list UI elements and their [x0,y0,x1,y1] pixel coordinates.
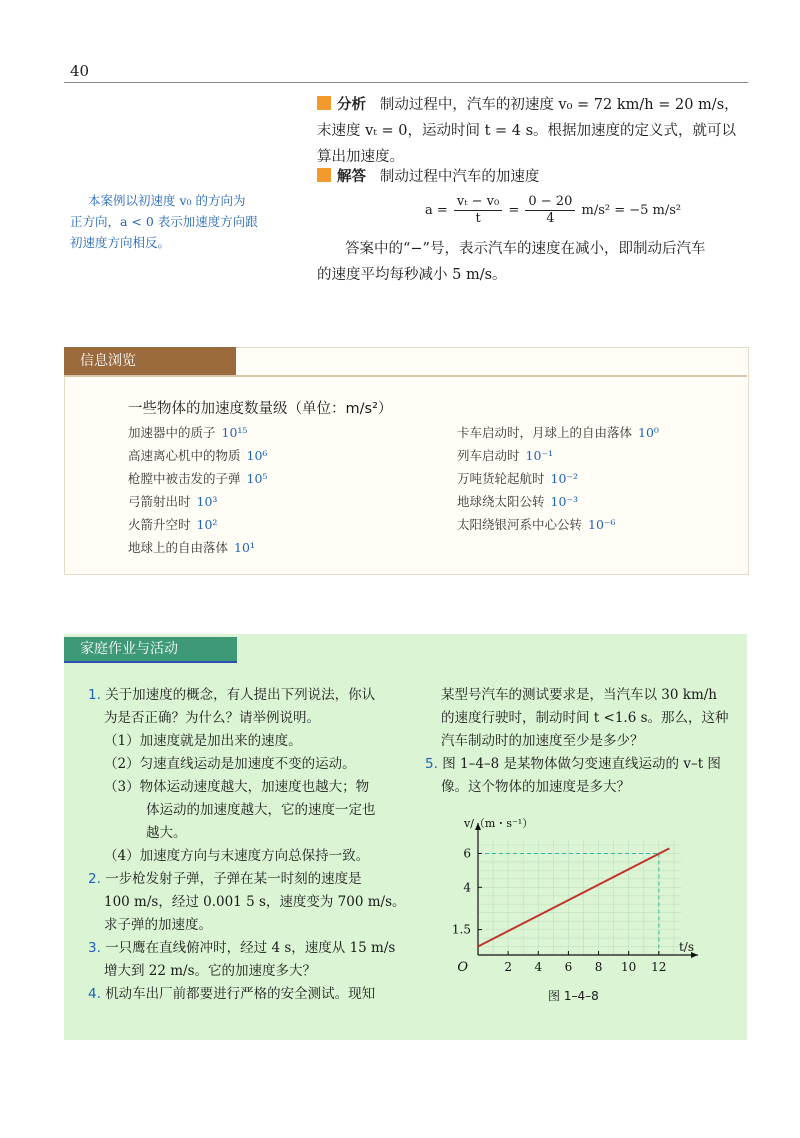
list-item: 枪膛中被击发的子弹 10⁵ [128,471,268,486]
orange-square-icon [317,168,331,182]
y-tick-label: 6 [463,846,471,861]
x-tick-label: 10 [621,960,637,974]
homework-header-rule [64,661,237,663]
analysis-line-1: 分析 制动过程中，汽车的初速度 v₀ = 72 km/h = 20 m/s， [317,92,757,118]
x-tick-label: 6 [564,960,573,974]
info-right-list [457,421,659,536]
answer-explanation: 答案中的“−”号，表示汽车的速度在减小，即制动后汽车 的速度平均每秒减小 5 m/s。 [317,241,706,283]
list-item: 地球绕太阳公转 10⁻³ [457,494,579,509]
list-item: 弓箭射出时 10³ [128,494,218,509]
question-4-continued: 某型号汽车的测试要求是，当汽车以 30 km/h 的速度行驶时，制动时间 t <1.6 s。那么，这种 汽车制动时的加速度至少是多少？ [441,687,729,749]
question-5: 5. 图 1–4–8 是某物体做匀变速直线运动的 v–t 图 像。这个物体的加速度是多大？ [425,756,721,795]
orange-square-icon [317,96,331,110]
question-2: 2. 一步枪发射子弹，子弹在某一时刻的速度是 100 m/s，经过 0.001 5 s，速度变为 700 m/s。 求子弹的加速度。 [88,871,406,933]
info-title: 一些物体的加速度数量级（单位：m/s²） [128,401,393,417]
analysis-block [317,92,757,170]
homework-header: 家庭作业与活动 [64,637,237,661]
list-item: 列车启动时 10⁻¹ [457,448,554,463]
y-tick-label: 1.5 [451,922,471,937]
list-item: 万吨货轮起航时 10⁻² [457,471,579,486]
homework-left-column [88,684,408,1006]
x-tick-label: 8 [594,960,603,974]
fraction-1: $\frac{\text{vₜ − v₀}}{t}$ [454,194,502,227]
list-item: 加速器中的质子 10¹⁵ [128,425,248,440]
x-tick-label: 4 [534,960,543,974]
page-number: 40 [70,62,90,80]
list-item: 太阳绕银河系中心公转 10⁻⁶ [457,517,616,532]
figure-caption: 图 1–4–8 [548,989,599,1003]
fraction-2: $\frac{0 - 20}{4}$ [525,194,575,227]
info-left-list [128,421,267,559]
answer-label: 解答 [337,169,366,185]
info-header-rule [64,375,747,377]
x-axis-label: t/s [678,940,694,954]
origin-label: O [457,960,468,975]
x-tick-label: 12 [651,960,667,974]
list-item: 卡车启动时，月球上的自由落体 10⁰ [457,425,659,440]
x-tick-label: 2 [504,960,512,974]
question-1: 1. 关于加速度的概念，有人提出下列说法，你认 为是否正确？为什么？请举例说明。 （1）加速度就是加出来的速度。 （2）匀速直线运动是加速度不变的运动。 （3）物体运动速度越大，加速度也越大；物 体运动的加速度越大，它的速度一定也 越大。 （4）加速度方向与末速度方向总保持一致。 [88,687,376,864]
answer-heading [317,164,539,190]
info-header: 信息浏览 [64,347,236,375]
header-rule [64,82,748,83]
y-axis-label: v/（m・s⁻¹） [464,817,534,830]
question-3: 3. 一只鹰在直线俯冲时，经过 4 s，速度从 15 m/s 增大到 22 m/s。它的加速度多大？ [88,940,396,979]
homework-right-column [425,684,745,799]
vt-graph [440,815,710,985]
answer-text: 制动过程中汽车的加速度 [379,169,540,185]
list-item: 高速离心机中的物质 10⁶ [128,448,268,463]
analysis-line-2: 末速度 vₜ = 0，运动时间 t = 4 s。根据加速度的定义式，就可以 [317,123,737,139]
margin-note: 本案例以初速度 v₀ 的方向为 正方向，a < 0 表示加速度方向跟 初速度方向相反。 [70,193,258,250]
analysis-line-3: 算出加速度。 [317,149,404,165]
acceleration-formula: a = $\frac{\text{vₜ − v₀}}{t}$ = $\frac{0 - 20}{4}$ m/s² = −5 m/s² [425,194,682,226]
analysis-label: 分析 [337,97,366,113]
list-item: 火箭升空时 10² [128,517,218,532]
list-item: 地球上的自由落体 10¹ [128,540,255,555]
series-line-v [478,848,669,946]
question-4: 4. 机动车出厂前都要进行严格的安全测试。现知 [88,986,376,1002]
y-tick-label: 4 [463,880,471,895]
